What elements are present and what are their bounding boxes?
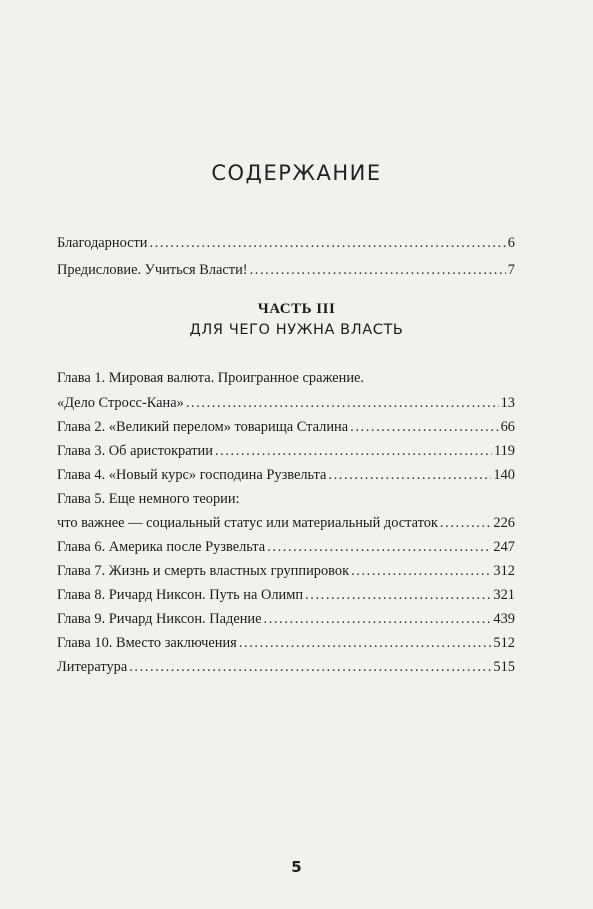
toc-entry-page: 66	[500, 419, 515, 435]
toc-entry	[57, 610, 515, 628]
leader-dots	[328, 466, 491, 484]
toc-entry-page: 439	[493, 611, 515, 627]
toc-entry-line1	[57, 490, 515, 508]
toc-entry-title: Глава 4. «Новый курс» господина Рузвельта	[57, 467, 327, 483]
toc-entry	[57, 234, 515, 252]
toc-entry-page: 6	[507, 235, 515, 251]
toc-entry-title: Глава 8. Ричард Никсон. Путь на Олимп	[57, 587, 304, 603]
toc-entry-title: Предисловие. Учиться Власти!	[57, 262, 248, 278]
toc-entry-page: 312	[493, 563, 515, 579]
toc-entry	[57, 658, 515, 676]
leader-dots	[351, 562, 491, 580]
leader-dots	[250, 261, 506, 279]
part-title: ДЛЯ ЧЕГО НУЖНА ВЛАСТЬ	[189, 322, 404, 338]
toc-entry-page: 7	[507, 262, 515, 278]
toc-entry	[57, 261, 515, 279]
leader-dots	[440, 514, 491, 532]
toc-entry-page: 226	[493, 515, 515, 531]
toc-entry	[57, 394, 515, 412]
toc-entry-title: «Дело Стросс-Кана»	[57, 395, 184, 411]
leader-dots	[150, 234, 506, 252]
toc-entry-title: Глава 6. Америка после Рузвельта	[57, 539, 266, 555]
toc-entry-title: Глава 1. Мировая валюта. Проигранное сражение.	[57, 370, 365, 386]
page-number: 5	[291, 858, 302, 876]
leader-dots	[239, 634, 492, 652]
toc-entry-title: Глава 3. Об аристократии	[57, 443, 213, 459]
toc-entry-title: Глава 10. Вместо заключения	[57, 635, 237, 651]
toc-entry-page: 321	[493, 587, 515, 603]
leader-dots	[186, 394, 499, 412]
toc-entry-title: Глава 7. Жизнь и смерть властных группировок	[57, 563, 350, 579]
toc-entry	[57, 562, 515, 580]
toc-entry-title: Глава 2. «Великий перелом» товарища Сталина	[57, 419, 349, 435]
toc-entry-page: 247	[493, 539, 515, 555]
toc-entry-title: Литература	[57, 659, 128, 675]
leader-dots	[267, 538, 491, 556]
toc-entry	[57, 418, 515, 436]
toc-entry-page: 140	[493, 467, 515, 483]
toc-entry-page: 13	[500, 395, 515, 411]
leader-dots	[264, 610, 492, 628]
part-label: ЧАСТЬ III	[257, 301, 336, 317]
leader-dots	[350, 418, 498, 436]
toc-entry	[57, 466, 515, 484]
toc-entry	[57, 586, 515, 604]
toc-entry-title: Глава 9. Ричард Никсон. Падение	[57, 611, 262, 627]
leader-dots	[215, 442, 492, 460]
toc-entry-page: 512	[493, 635, 515, 651]
contents-heading: СОДЕРЖАНИЕ	[211, 161, 382, 185]
toc-entry-page: 515	[493, 659, 515, 675]
toc-entry-line1	[57, 369, 515, 387]
toc-entry-title: что важнее — социальный статус или материальный достаток	[57, 515, 438, 531]
toc-entry-page: 119	[493, 443, 515, 459]
toc-entry	[57, 634, 515, 652]
leader-dots	[129, 658, 491, 676]
toc-entry	[57, 538, 515, 556]
toc-entry-title: Благодарности	[57, 235, 148, 251]
toc-entry	[57, 442, 515, 460]
toc-entry	[57, 514, 515, 532]
leader-dots	[305, 586, 491, 604]
toc-entry-title: Глава 5. Еще немного теории:	[57, 491, 240, 507]
